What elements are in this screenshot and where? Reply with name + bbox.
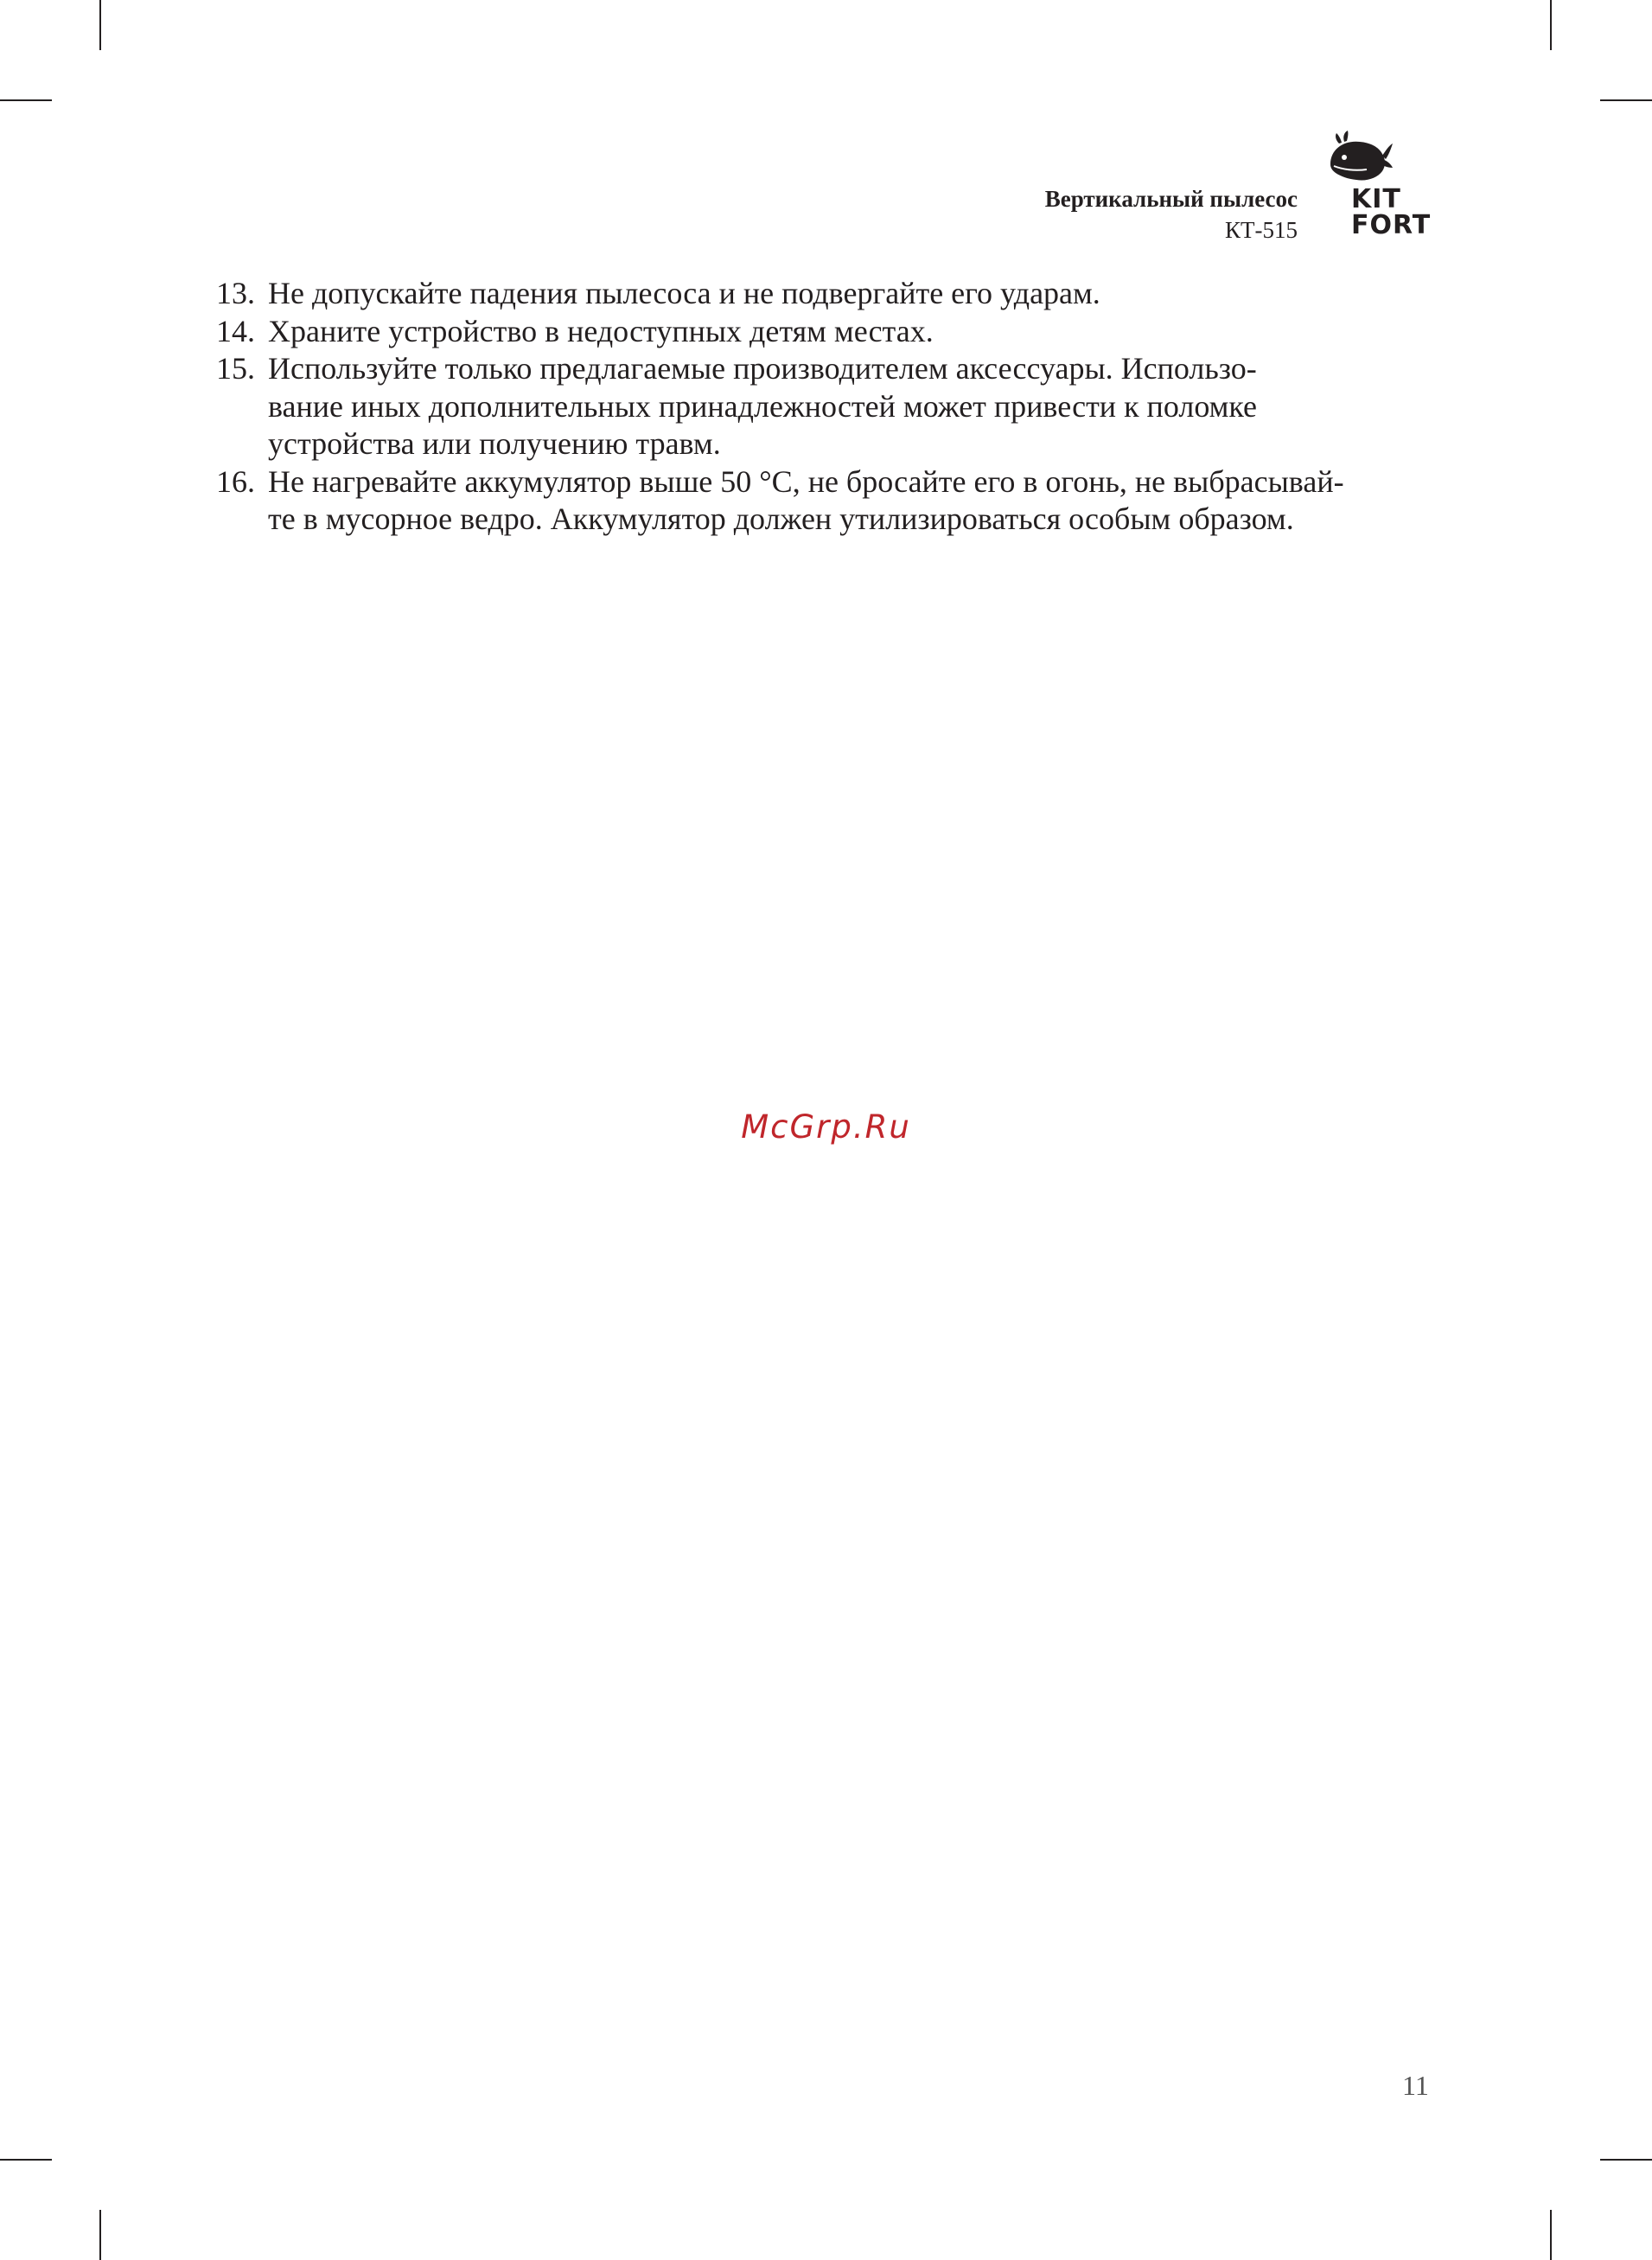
safety-list [216, 275, 1426, 539]
list-item [216, 313, 1426, 351]
crop-mark [1550, 2210, 1552, 2260]
page-number: 11 [1402, 2070, 1429, 2101]
product-title: Вертикальный пылесос [1044, 186, 1298, 212]
item-text [268, 313, 1426, 351]
crop-mark [0, 99, 52, 101]
item-text-line: устройства или получению травм. [268, 426, 721, 461]
list-item [216, 275, 1426, 313]
item-number: 14. [216, 313, 255, 348]
item-text-line: те в мусорное ведро. Аккумулятор должен утилизироваться особым образом. [268, 501, 1294, 536]
page-header [1045, 183, 1298, 246]
crop-mark [1600, 2159, 1652, 2161]
item-text-line: вание иных дополнительных принадлежностей может привести к поломке [268, 388, 1257, 424]
crop-mark [0, 2159, 52, 2161]
item-text-line: Не нагревайте аккумулятор выше 50 °C, не бросайте его в огонь, не выбрасывай- [268, 463, 1344, 499]
product-model: КТ-515 [1225, 217, 1298, 243]
crop-mark [99, 2210, 101, 2260]
whale-icon [1325, 130, 1394, 190]
brand-logo [1318, 130, 1439, 251]
item-text [268, 350, 1426, 463]
item-number: 16. [216, 463, 255, 499]
logo-text-fort: FORT [1351, 210, 1432, 240]
crop-mark [1600, 99, 1652, 101]
list-item [216, 463, 1426, 539]
item-text-line: Храните устройство в недоступных детям местах. [268, 313, 934, 348]
watermark-link[interactable]: McGrp.Ru [741, 1108, 911, 1146]
item-number: 13. [216, 276, 255, 310]
item-text-line: Не допускайте падения пылесоса и не подвергайте его ударам. [268, 276, 1100, 310]
item-text [268, 463, 1426, 539]
list-item [216, 350, 1426, 463]
logo-text-kit: KIT [1351, 184, 1401, 214]
item-text-line: Используйте только предлагаемые производителем аксессуары. Использо- [268, 351, 1257, 386]
crop-mark [99, 0, 101, 50]
item-number: 15. [216, 351, 255, 386]
crop-mark [1550, 0, 1552, 50]
item-text [268, 275, 1426, 313]
